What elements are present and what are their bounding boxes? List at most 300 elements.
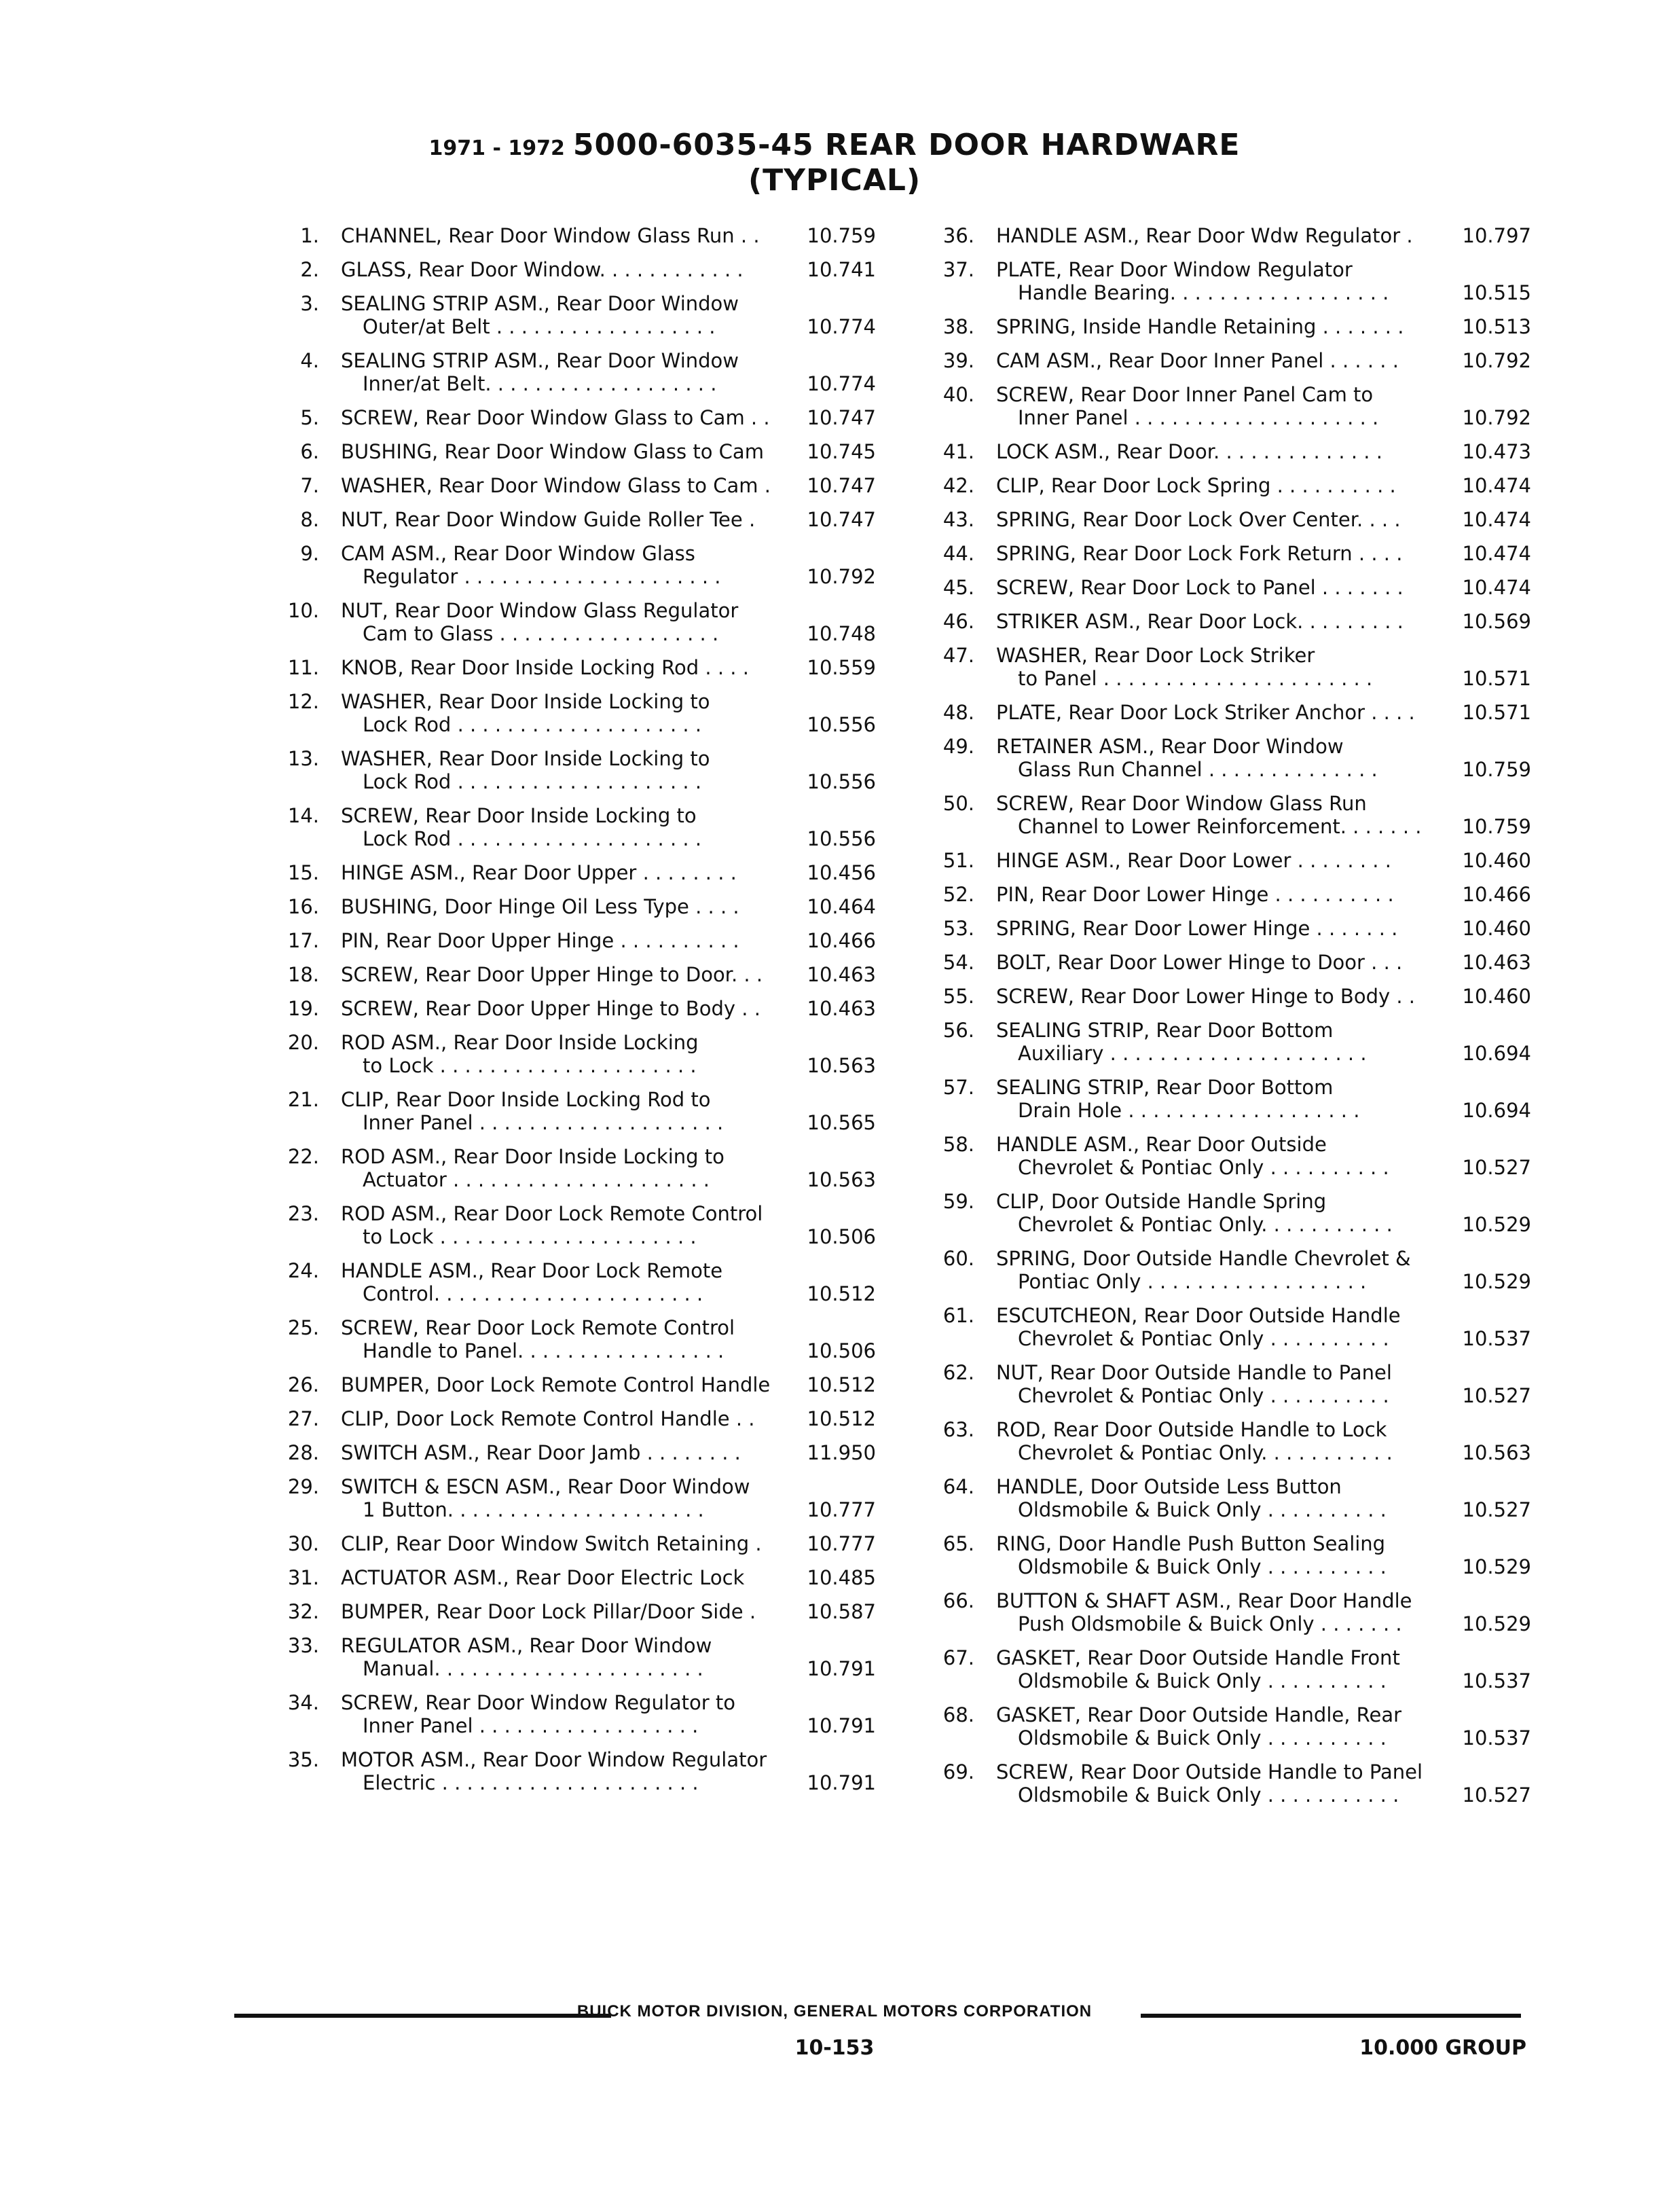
item-group-number: 10.537 <box>1462 1726 1531 1749</box>
parts-list-item <box>278 224 876 247</box>
item-group-number: 10.556 <box>807 713 876 736</box>
parts-list-item <box>934 951 1531 974</box>
item-number: 35. <box>287 1748 319 1771</box>
parts-list-item <box>278 349 876 395</box>
item-number: 32. <box>287 1600 319 1623</box>
footer-corporation: BUICK MOTOR DIVISION, GENERAL MOTORS CORPORATION <box>576 2002 1093 2020</box>
item-description-line2: to Lock . . . . . . . . . . . . . . . . . . . . . <box>363 1054 697 1077</box>
item-group-number: 10.529 <box>1462 1555 1531 1578</box>
item-description-line2: Handle to Panel. . . . . . . . . . . . . . . . . <box>363 1339 725 1362</box>
item-number: 41. <box>942 440 974 463</box>
item-description <box>341 1532 781 1555</box>
item-number: 42. <box>942 474 974 497</box>
item-description-line2: Lock Rod . . . . . . . . . . . . . . . . . . . . <box>363 713 702 736</box>
item-group-number: 10.748 <box>807 622 876 645</box>
item-description <box>341 599 781 645</box>
item-number: 61. <box>942 1304 974 1327</box>
item-group-number: 10.759 <box>1462 815 1531 838</box>
item-description <box>996 258 1436 304</box>
parts-list-item <box>934 1247 1531 1293</box>
item-group-number: 10.694 <box>1462 1042 1531 1065</box>
parts-list-item <box>934 349 1531 372</box>
item-description-line1: CHANNEL, Rear Door Window Glass Run . . <box>341 224 760 247</box>
item-description-line2: Inner Panel . . . . . . . . . . . . . . . . . . <box>363 1714 699 1737</box>
item-description-line1: SEALING STRIP, Rear Door Bottom <box>996 1019 1334 1042</box>
item-description <box>341 1259 781 1305</box>
item-description-line1: ACTUATOR ASM., Rear Door Electric Lock <box>341 1566 745 1589</box>
item-group-number: 10.792 <box>1462 349 1531 372</box>
item-group-number: 10.464 <box>807 895 876 918</box>
parts-list-item <box>934 849 1531 872</box>
item-number: 28. <box>287 1441 319 1464</box>
item-group-number: 10.797 <box>1462 224 1531 247</box>
item-description <box>996 1418 1436 1464</box>
item-description <box>996 542 1436 565</box>
parts-list-item <box>278 861 876 884</box>
parts-list-item <box>934 792 1531 838</box>
item-description-line1: HANDLE ASM., Rear Door Wdw Regulator . <box>996 224 1413 247</box>
parts-list-item <box>934 1760 1531 1807</box>
item-number: 2. <box>300 258 319 281</box>
item-description <box>341 1691 781 1737</box>
item-description-line2: Outer/at Belt . . . . . . . . . . . . . . . . . . <box>363 315 716 338</box>
parts-list-item <box>934 542 1531 565</box>
item-description-line1: BUTTON & SHAFT ASM., Rear Door Handle <box>996 1589 1412 1612</box>
item-group-number: 10.563 <box>1462 1441 1531 1464</box>
item-description-line1: PIN, Rear Door Lower Hinge . . . . . . . . . . <box>996 883 1394 906</box>
item-number: 1. <box>300 224 319 247</box>
item-number: 44. <box>942 542 974 565</box>
item-group-number: 10.463 <box>807 997 876 1020</box>
item-description <box>996 701 1436 724</box>
parts-list-item <box>278 656 876 679</box>
parts-list-item <box>278 508 876 531</box>
item-description-line2: Cam to Glass . . . . . . . . . . . . . . . . . . <box>363 622 719 645</box>
parts-list-item <box>278 1202 876 1248</box>
item-description <box>341 224 781 247</box>
item-number: 16. <box>287 895 319 918</box>
item-number: 12. <box>287 690 319 713</box>
item-number: 29. <box>287 1475 319 1498</box>
item-description <box>341 1566 781 1589</box>
item-description <box>341 440 781 463</box>
item-description <box>996 792 1436 838</box>
item-number: 3. <box>300 292 319 315</box>
item-description <box>996 1589 1436 1635</box>
item-number: 66. <box>942 1589 974 1612</box>
parts-list-item <box>934 1646 1531 1692</box>
item-description-line1: CLIP, Rear Door Lock Spring . . . . . . . . . . <box>996 474 1396 497</box>
parts-list-item <box>278 1259 876 1305</box>
item-group-number: 10.527 <box>1462 1498 1531 1521</box>
item-description <box>341 690 781 736</box>
item-group-number: 10.759 <box>1462 758 1531 781</box>
item-description-line1: GASKET, Rear Door Outside Handle Front <box>996 1646 1400 1669</box>
item-description <box>996 349 1436 372</box>
parts-list-item <box>278 1634 876 1680</box>
parts-list-item <box>278 895 876 918</box>
item-group-number: 10.537 <box>1462 1327 1531 1350</box>
parts-list-item <box>934 1475 1531 1521</box>
item-description <box>996 951 1436 974</box>
item-number: 11. <box>287 656 319 679</box>
item-description-line2: Actuator . . . . . . . . . . . . . . . . . . . . . <box>363 1168 710 1191</box>
item-description <box>341 1475 781 1521</box>
item-description-line1: NUT, Rear Door Outside Handle to Panel <box>996 1361 1392 1384</box>
parts-list-item <box>278 1441 876 1464</box>
item-description-line1: ROD ASM., Rear Door Inside Locking to <box>341 1145 725 1168</box>
parts-list-right <box>934 224 1531 1817</box>
item-group-number: 11.950 <box>807 1441 876 1464</box>
item-description-line2: Chevrolet & Pontiac Only . . . . . . . . . . <box>1018 1156 1389 1179</box>
item-description-line1: SEALING STRIP ASM., Rear Door Window <box>341 349 739 372</box>
item-description-line2: Drain Hole . . . . . . . . . . . . . . . . . . . <box>1018 1099 1360 1122</box>
item-number: 55. <box>942 985 974 1008</box>
item-description-line2: Oldsmobile & Buick Only . . . . . . . . . . <box>1018 1726 1387 1749</box>
item-description-line1: SCREW, Rear Door Upper Hinge to Body . . <box>341 997 760 1020</box>
item-number: 10. <box>287 599 319 622</box>
item-group-number: 10.774 <box>807 372 876 395</box>
item-description-line1: WASHER, Rear Door Inside Locking to <box>341 747 710 770</box>
item-description-line1: CLIP, Door Lock Remote Control Handle . . <box>341 1407 755 1430</box>
item-number: 26. <box>287 1373 319 1396</box>
item-number: 27. <box>287 1407 319 1430</box>
item-group-number: 10.466 <box>1462 883 1531 906</box>
item-description-line1: SCREW, Rear Door Upper Hinge to Door. . . <box>341 963 763 986</box>
item-number: 51. <box>942 849 974 872</box>
item-description-line1: LOCK ASM., Rear Door. . . . . . . . . . . . . . <box>996 440 1382 463</box>
item-group-number: 10.515 <box>1462 281 1531 304</box>
item-description-line1: SWITCH & ESCN ASM., Rear Door Window <box>341 1475 750 1498</box>
parts-list-item <box>278 747 876 793</box>
item-group-number: 10.506 <box>807 1225 876 1248</box>
item-description <box>996 644 1436 690</box>
item-description-line2: Chevrolet & Pontiac Only. . . . . . . . . . . <box>1018 1441 1393 1464</box>
parts-list-item <box>934 644 1531 690</box>
item-number: 17. <box>287 929 319 952</box>
item-description-line1: SEALING STRIP, Rear Door Bottom <box>996 1076 1334 1099</box>
item-description-line1: CAM ASM., Rear Door Inner Panel . . . . . . <box>996 349 1399 372</box>
item-description <box>996 1019 1436 1065</box>
parts-list-item <box>934 985 1531 1008</box>
item-description-line2: Chevrolet & Pontiac Only . . . . . . . . . . <box>1018 1327 1389 1350</box>
item-group-number: 10.587 <box>807 1600 876 1623</box>
item-description-line1: CLIP, Rear Door Window Switch Retaining . <box>341 1532 762 1555</box>
item-group-number: 10.529 <box>1462 1612 1531 1635</box>
item-group-number: 10.777 <box>807 1498 876 1521</box>
item-description-line1: WASHER, Rear Door Lock Striker <box>996 644 1315 667</box>
parts-list-item <box>934 735 1531 781</box>
item-number: 67. <box>942 1646 974 1669</box>
parts-list-item <box>934 1019 1531 1065</box>
item-number: 5. <box>300 406 319 429</box>
parts-list-left <box>278 224 876 1805</box>
parts-list-item <box>934 258 1531 304</box>
parts-list-item <box>278 406 876 429</box>
item-number: 64. <box>942 1475 974 1498</box>
item-group-number: 10.513 <box>1462 315 1531 338</box>
item-description-line1: GASKET, Rear Door Outside Handle, Rear <box>996 1703 1402 1726</box>
item-number: 68. <box>942 1703 974 1726</box>
item-number: 46. <box>942 610 974 633</box>
item-group-number: 10.463 <box>1462 951 1531 974</box>
item-description-line1: SPRING, Inside Handle Retaining . . . . . . . <box>996 315 1404 338</box>
parts-list-item <box>934 440 1531 463</box>
parts-list-item <box>934 1190 1531 1236</box>
item-number: 4. <box>300 349 319 372</box>
item-number: 24. <box>287 1259 319 1282</box>
item-description-line1: NUT, Rear Door Window Guide Roller Tee . <box>341 508 756 531</box>
item-description <box>341 508 781 531</box>
item-group-number: 10.529 <box>1462 1213 1531 1236</box>
item-description-line2: Auxiliary . . . . . . . . . . . . . . . . . . . . . <box>1018 1042 1367 1065</box>
item-description-line2: Oldsmobile & Buick Only . . . . . . . . . . <box>1018 1498 1387 1521</box>
parts-list-item <box>934 383 1531 429</box>
parts-list-item <box>934 1589 1531 1635</box>
item-description <box>996 1076 1436 1122</box>
item-description-line1: HANDLE ASM., Rear Door Outside <box>996 1133 1327 1156</box>
item-description-line1: SPRING, Door Outside Handle Chevrolet & <box>996 1247 1411 1270</box>
item-description <box>341 656 781 679</box>
item-description <box>996 1475 1436 1521</box>
item-description-line1: BOLT, Rear Door Lower Hinge to Door . . . <box>996 951 1403 974</box>
item-description-line1: SCREW, Rear Door Lock to Panel . . . . . . . <box>996 576 1404 599</box>
item-group-number: 10.460 <box>1462 985 1531 1008</box>
item-description-line1: STRIKER ASM., Rear Door Lock. . . . . . . . . <box>996 610 1404 633</box>
item-group-number: 10.741 <box>807 258 876 281</box>
parts-list-item <box>278 474 876 497</box>
item-description-line1: CLIP, Rear Door Inside Locking Rod to <box>341 1088 711 1111</box>
item-description-line2: Glass Run Channel . . . . . . . . . . . . . . <box>1018 758 1378 781</box>
page-title <box>0 128 1669 162</box>
item-description-line1: SPRING, Rear Door Lock Fork Return . . . . <box>996 542 1403 565</box>
item-number: 50. <box>942 792 974 815</box>
parts-list-item <box>278 258 876 281</box>
item-number: 59. <box>942 1190 974 1213</box>
parts-list-item <box>934 701 1531 724</box>
item-description <box>341 895 781 918</box>
item-description-line1: SPRING, Rear Door Lower Hinge . . . . . . . <box>996 917 1398 940</box>
item-description-line1: BUMPER, Door Lock Remote Control Handle <box>341 1373 771 1396</box>
item-description <box>341 474 781 497</box>
item-description-line1: HANDLE ASM., Rear Door Lock Remote <box>341 1259 723 1282</box>
item-description <box>341 349 781 395</box>
item-group-number: 10.791 <box>807 1657 876 1680</box>
parts-list-item <box>278 963 876 986</box>
item-description <box>341 1031 781 1077</box>
item-description <box>996 610 1436 633</box>
parts-list-item <box>278 599 876 645</box>
parts-list-item <box>934 1304 1531 1350</box>
item-description-line1: PIN, Rear Door Upper Hinge . . . . . . . . . . <box>341 929 739 952</box>
parts-list-item <box>278 292 876 338</box>
parts-list-item <box>278 997 876 1020</box>
item-description <box>996 1760 1436 1807</box>
item-group-number: 10.456 <box>807 861 876 884</box>
item-description-line1: HINGE ASM., Rear Door Lower . . . . . . . . <box>996 849 1391 872</box>
item-description-line1: CLIP, Door Outside Handle Spring <box>996 1190 1327 1213</box>
item-number: 33. <box>287 1634 319 1657</box>
item-description <box>341 542 781 588</box>
item-description <box>996 1361 1436 1407</box>
item-description <box>341 258 781 281</box>
item-description <box>341 406 781 429</box>
item-description <box>341 1145 781 1191</box>
item-number: 57. <box>942 1076 974 1099</box>
item-group-number: 10.474 <box>1462 508 1531 531</box>
parts-list-item <box>278 690 876 736</box>
item-description-line2: 1 Button. . . . . . . . . . . . . . . . . . . . . <box>363 1498 704 1521</box>
item-group-number: 10.512 <box>807 1282 876 1305</box>
item-description <box>341 1407 781 1430</box>
parts-list-item <box>934 883 1531 906</box>
item-description-line2: Chevrolet & Pontiac Only. . . . . . . . . . . <box>1018 1213 1393 1236</box>
parts-list-item <box>934 315 1531 338</box>
item-number: 56. <box>942 1019 974 1042</box>
item-description-line2: Regulator . . . . . . . . . . . . . . . . . . . . . <box>363 565 721 588</box>
item-description <box>341 861 781 884</box>
item-number: 58. <box>942 1133 974 1156</box>
item-number: 65. <box>942 1532 974 1555</box>
item-description <box>996 849 1436 872</box>
item-description <box>996 224 1436 247</box>
item-number: 63. <box>942 1418 974 1441</box>
item-description-line1: CAM ASM., Rear Door Window Glass <box>341 542 695 565</box>
parts-list-item <box>278 1748 876 1794</box>
item-group-number: 10.791 <box>807 1714 876 1737</box>
item-description-line1: SCREW, Rear Door Lower Hinge to Body . . <box>996 985 1416 1008</box>
item-group-number: 10.537 <box>1462 1669 1531 1692</box>
item-group-number: 10.745 <box>807 440 876 463</box>
item-description-line1: ROD, Rear Door Outside Handle to Lock <box>996 1418 1387 1441</box>
item-description-line1: SCREW, Rear Door Window Glass Run <box>996 792 1367 815</box>
item-description <box>996 1190 1436 1236</box>
item-description-line1: SCREW, Rear Door Window Glass to Cam . . <box>341 406 770 429</box>
title-text: 5000-6035-45 REAR DOOR HARDWARE <box>572 128 1241 162</box>
item-number: 23. <box>287 1202 319 1225</box>
item-description-line1: WASHER, Rear Door Inside Locking to <box>341 690 710 713</box>
item-group-number: 10.694 <box>1462 1099 1531 1122</box>
item-description <box>341 804 781 850</box>
item-description <box>996 1532 1436 1578</box>
item-description <box>341 1316 781 1362</box>
item-description <box>341 1202 781 1248</box>
item-description-line1: KNOB, Rear Door Inside Locking Rod . . . . <box>341 656 749 679</box>
item-number: 21. <box>287 1088 319 1111</box>
item-description-line2: Lock Rod . . . . . . . . . . . . . . . . . . . . <box>363 770 702 793</box>
item-number: 49. <box>942 735 974 758</box>
parts-list-item <box>278 1566 876 1589</box>
item-number: 30. <box>287 1532 319 1555</box>
item-group-number: 10.556 <box>807 770 876 793</box>
item-number: 15. <box>287 861 319 884</box>
item-group-number: 10.527 <box>1462 1156 1531 1179</box>
parts-list-item <box>934 576 1531 599</box>
parts-list-item <box>278 1475 876 1521</box>
item-group-number: 10.485 <box>807 1566 876 1589</box>
item-number: 25. <box>287 1316 319 1339</box>
parts-list-item <box>278 1407 876 1430</box>
item-number: 18. <box>287 963 319 986</box>
item-description-line2: Lock Rod . . . . . . . . . . . . . . . . . . . . <box>363 827 702 850</box>
item-description-line2: Channel to Lower Reinforcement. . . . . . . <box>1018 815 1422 838</box>
item-number: 13. <box>287 747 319 770</box>
item-description <box>996 440 1436 463</box>
item-number: 36. <box>942 224 974 247</box>
item-description-line1: GLASS, Rear Door Window. . . . . . . . . . . . <box>341 258 744 281</box>
parts-list-item <box>934 1133 1531 1179</box>
item-group-number: 10.474 <box>1462 542 1531 565</box>
item-number: 20. <box>287 1031 319 1054</box>
item-number: 6. <box>300 440 319 463</box>
item-number: 9. <box>300 542 319 565</box>
item-description-line2: Manual. . . . . . . . . . . . . . . . . . . . . . <box>363 1657 703 1680</box>
page-number: 10-153 <box>794 2036 875 2060</box>
item-group-number: 10.777 <box>807 1532 876 1555</box>
item-number: 14. <box>287 804 319 827</box>
item-description <box>996 508 1436 531</box>
parts-list-item <box>278 1316 876 1362</box>
parts-list-item <box>934 1361 1531 1407</box>
parts-list-item <box>934 224 1531 247</box>
item-number: 31. <box>287 1566 319 1589</box>
item-description <box>341 929 781 952</box>
page-subtitle: (TYPICAL) <box>748 163 921 198</box>
item-description-line2: Oldsmobile & Buick Only . . . . . . . . . . <box>1018 1669 1387 1692</box>
item-number: 43. <box>942 508 974 531</box>
group-number: 10.000 GROUP <box>1359 2036 1526 2060</box>
parts-list-item <box>278 1145 876 1191</box>
item-description-line1: WASHER, Rear Door Window Glass to Cam . <box>341 474 771 497</box>
parts-list-item <box>278 1600 876 1623</box>
item-number: 40. <box>942 383 974 406</box>
item-description <box>996 1646 1436 1692</box>
parts-list-item <box>278 1691 876 1737</box>
item-description-line1: BUSHING, Rear Door Window Glass to Cam <box>341 440 764 463</box>
item-group-number: 10.463 <box>807 963 876 986</box>
parts-list-item <box>934 917 1531 940</box>
item-description-line1: ESCUTCHEON, Rear Door Outside Handle <box>996 1304 1401 1327</box>
item-group-number: 10.529 <box>1462 1270 1531 1293</box>
item-number: 34. <box>287 1691 319 1714</box>
item-number: 62. <box>942 1361 974 1384</box>
parts-list-item <box>934 474 1531 497</box>
item-group-number: 10.569 <box>1462 610 1531 633</box>
item-description <box>996 735 1436 781</box>
item-group-number: 10.512 <box>807 1407 876 1430</box>
item-description-line2: to Lock . . . . . . . . . . . . . . . . . . . . . <box>363 1225 697 1248</box>
item-number: 19. <box>287 997 319 1020</box>
item-number: 7. <box>300 474 319 497</box>
item-description-line2: Inner/at Belt. . . . . . . . . . . . . . . . . . . <box>363 372 717 395</box>
item-description <box>996 1304 1436 1350</box>
parts-list-item <box>934 508 1531 531</box>
item-description-line1: SWITCH ASM., Rear Door Jamb . . . . . . . . <box>341 1441 741 1464</box>
item-group-number: 10.474 <box>1462 474 1531 497</box>
item-description-line2: to Panel . . . . . . . . . . . . . . . . . . . . . . <box>1018 667 1373 690</box>
parts-list-item <box>934 1532 1531 1578</box>
item-description-line1: MOTOR ASM., Rear Door Window Regulator <box>341 1748 767 1771</box>
parts-list-item <box>278 440 876 463</box>
item-description-line1: SCREW, Rear Door Window Regulator to <box>341 1691 736 1714</box>
item-group-number: 10.792 <box>807 565 876 588</box>
item-group-number: 10.563 <box>807 1168 876 1191</box>
item-description-line2: Chevrolet & Pontiac Only . . . . . . . . . . <box>1018 1384 1389 1407</box>
item-number: 39. <box>942 349 974 372</box>
item-description-line2: Oldsmobile & Buick Only . . . . . . . . . . <box>1018 1555 1387 1578</box>
parts-list-item <box>278 1532 876 1555</box>
item-description <box>341 1748 781 1794</box>
